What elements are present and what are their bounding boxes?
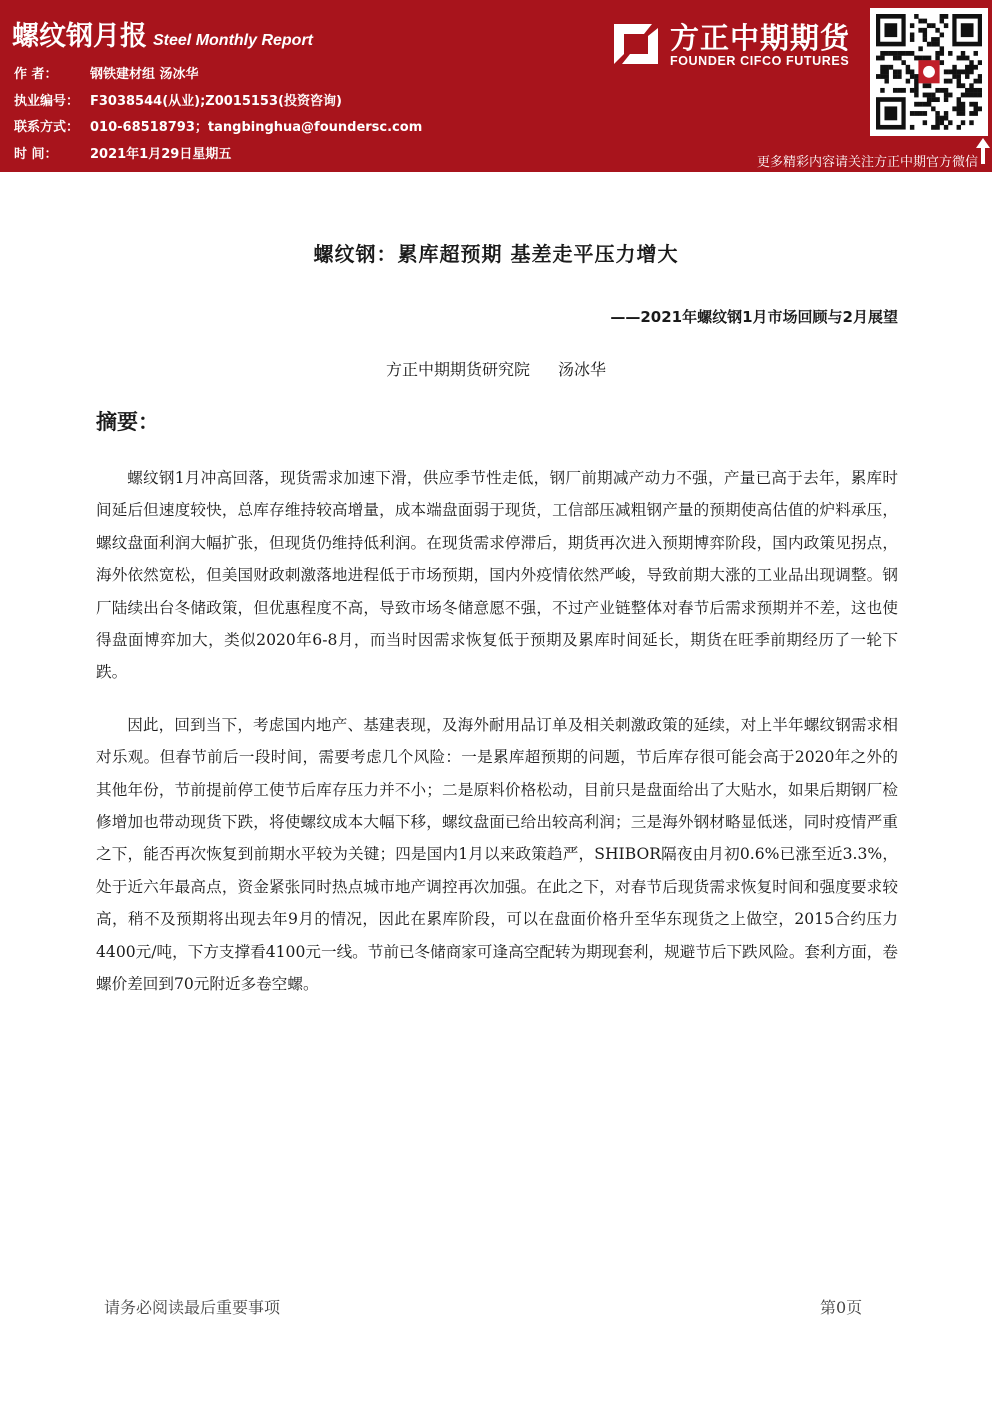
meta-label: 作 者： bbox=[14, 67, 58, 82]
footer-notice: 请务必阅读最后重要事项 bbox=[104, 1298, 281, 1317]
meta-label: 联系方式： bbox=[14, 120, 80, 135]
page-number: 第0页 bbox=[820, 1298, 863, 1317]
abstract-paragraph: 螺纹钢1月冲高回落，现货需求加速下滑，供应季节性走低，钢厂前期减产动力不强，产量已高于去年，累库时间延后但速度较快，总库存维持较高增量，成本端盘面弱于现货，工信部压减粗钢产量的预期使高估值的炉料承压，螺纹盘面利润大幅扩张，但现货仍维持低利润。在现货需求停滞后，期货再次进入预期博弈阶段，国内政策见拐点，海外依然宽松，但美国财政刺激落地进程低于市场预期，国内外疫情依然严峻，导致前期大涨的工业品出现调整。钢厂陆续出台冬储政策，但优惠程度不高，导致市场冬储意愿不强，不过产业链整体对春节后需求预期并不差，这也使得盘面博弈加大，类似2020年6-8月，而当时因需求恢复低于预期及累库时间延长，期货在旺季前期经历了一轮下跌。 bbox=[96, 469, 898, 682]
report-series-title bbox=[12, 14, 313, 53]
report-meta bbox=[14, 62, 422, 168]
abstract-paragraph: 因此，回到当下，考虑国内地产、基建表现，及海外耐用品订单及相关刺激政策的延续，对上半年螺纹钢需求相对乐观。但春节前后一段时间，需要考虑几个风险：一是累库超预期的问题，节后库存很可能会高于2020年之外的其他年份，节前提前停工使节后库存压力并不小；二是原料价格松动，目前只是盘面给出了大贴水，如果后期钢厂检修增加也带动现货下跌，将使螺纹成本大幅下移，螺纹盘面已给出较高利润；三是海外钢材略显低迷，同时疫情严重之下，能否再次恢复到前期水平较为关键；四是国内1月以来政策趋严，SHIBOR隔夜由月初0.6%已涨至近3.3%，处于近六年最高点，资金紧张同时热点城市地产调控再次加强。在此之下，对春节后现货需求恢复时间和强度要求较高，稍不及预期将出现去年9月的情况，因此在累库阶段，可以在盘面价格升至华东现货之上做空，2015合约压力4400元/吨，下方支撑看4100元一线。节前已冬储商家可逢高空配转为期现套利，规避节后下跌风险。套利方面，卷螺价差回到70元附近多卷空螺。 bbox=[96, 715, 898, 994]
meta-date-row bbox=[14, 142, 422, 169]
institute-name: 方正中期期货研究院 bbox=[385, 360, 530, 379]
report-title: 螺纹钢：累库超预期 基差走平压力增大 bbox=[313, 242, 679, 266]
report-series-title-cn: 螺纹钢月报 bbox=[12, 21, 147, 52]
meta-value: 010-68518793；tangbinghua@foundersc.com bbox=[90, 120, 423, 135]
meta-label: 执业编号： bbox=[14, 93, 80, 109]
report-subtitle: ——2021年螺纹钢1月市场回顾与2月展望 bbox=[610, 308, 898, 326]
meta-author-row bbox=[14, 62, 422, 89]
meta-contact-row bbox=[14, 115, 422, 142]
follow-wechat-text: 更多精彩内容请关注方正中期官方微信 bbox=[756, 155, 978, 170]
meta-value: 2021年1月29日星期五 bbox=[90, 146, 232, 162]
qr-code-icon bbox=[876, 14, 982, 130]
author-line bbox=[0, 357, 992, 380]
company-name-cn: 方正中期期货 bbox=[670, 21, 851, 55]
company-logo bbox=[610, 14, 865, 74]
author-name: 汤冰华 bbox=[558, 360, 607, 379]
meta-value: F3038544(从业);Z0015153(投资咨询) bbox=[90, 93, 342, 109]
abstract-heading: 摘要： bbox=[96, 410, 159, 434]
meta-license-row bbox=[14, 89, 422, 116]
report-series-title-en: Steel Monthly Report bbox=[153, 32, 314, 49]
meta-value: 钢铁建材组 汤冰华 bbox=[90, 67, 199, 82]
company-name-en: FOUNDER CIFCO FUTURES bbox=[670, 54, 850, 68]
abstract-body bbox=[96, 462, 898, 1021]
report-header bbox=[0, 0, 992, 172]
meta-label: 时 间： bbox=[14, 146, 58, 162]
wechat-qr-code bbox=[870, 8, 988, 136]
arrow-up-icon bbox=[976, 138, 990, 164]
founder-logo-icon bbox=[610, 18, 662, 70]
